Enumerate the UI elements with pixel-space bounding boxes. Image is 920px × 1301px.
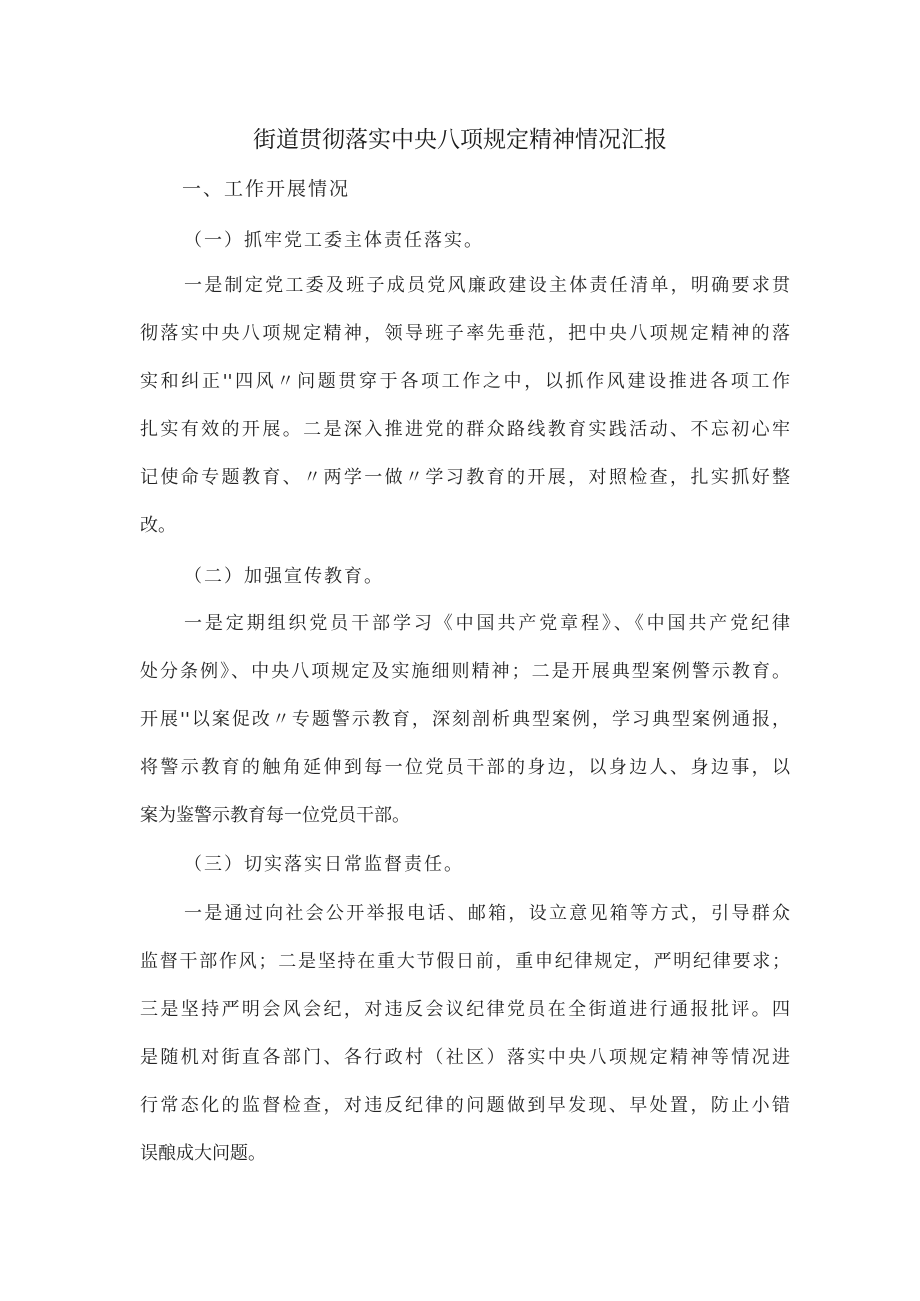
paragraph-line: 扎实有效的开展。二是深入推进党的群众路线教育实践活动、不忘初心牢 (140, 419, 790, 440)
paragraph-3 (140, 890, 790, 1178)
paragraph-line: 案为鉴警示教育每一位党员干部。 (140, 805, 410, 826)
paragraph-line: 一是制定党工委及班子成员党风廉政建设主体责任清单，明确要求贯 (184, 275, 790, 296)
paragraph-line: 改。 (140, 515, 176, 536)
paragraph-line: 记使命专题教育、〃两学一做〃学习教育的开展，对照检查，扎实抓好整 (140, 467, 790, 488)
paragraph-line: 一是定期组织党员干部学习《中国共产党章程》、《中国共产党纪律 (184, 613, 790, 634)
subsection-heading-2: （二）加强宣传教育。 (184, 566, 384, 587)
paragraph-line: 处分条例》、中央八项规定及实施细则精神；二是开展典型案例警示教育。 (140, 661, 790, 682)
document-title: 街道贯彻落实中央八项规定精神情况汇报 (253, 127, 667, 153)
section-heading-work-progress: 一、工作开展情况 (182, 178, 351, 200)
subsection-heading-1: （一）抓牢党工委主体责任落实。 (184, 230, 484, 251)
paragraph-line: 开展''以案促改〃专题警示教育，深刻剖析典型案例，学习典型案例通报， (140, 709, 790, 730)
paragraph-line: 行常态化的监督检查，对违反纪律的问题做到早发现、早处置，防止小错 (140, 1095, 790, 1116)
paragraph-line: 一是通过向社会公开举报电话、邮箱，设立意见箱等方式，引导群众 (184, 903, 790, 924)
paragraph-line: 实和纠正''四风〃问题贯穿于各项工作之中，以抓作风建设推进各项工作 (140, 371, 790, 392)
paragraph-2 (140, 600, 790, 840)
paragraph-1 (140, 262, 790, 550)
paragraph-line: 彻落实中央八项规定精神，领导班子率先垂范，把中央八项规定精神的落 (140, 323, 790, 344)
paragraph-line: 监督干部作风；二是坚持在重大节假日前，重申纪律规定，严明纪律要求； (140, 951, 790, 972)
subsection-heading-3: （三）切实落实日常监督责任。 (184, 854, 464, 875)
paragraph-line: 误酿成大问题。 (140, 1143, 266, 1164)
paragraph-line: 是随机对街直各部门、各行政村（社区）落实中央八项规定精神等情况进 (140, 1047, 790, 1068)
paragraph-line: 三是坚持严明会风会纪，对违反会议纪律党员在全街道进行通报批评。四 (140, 999, 790, 1020)
paragraph-line: 将警示教育的触角延伸到每一位党员干部的身边，以身边人、身边事，以 (140, 757, 790, 778)
